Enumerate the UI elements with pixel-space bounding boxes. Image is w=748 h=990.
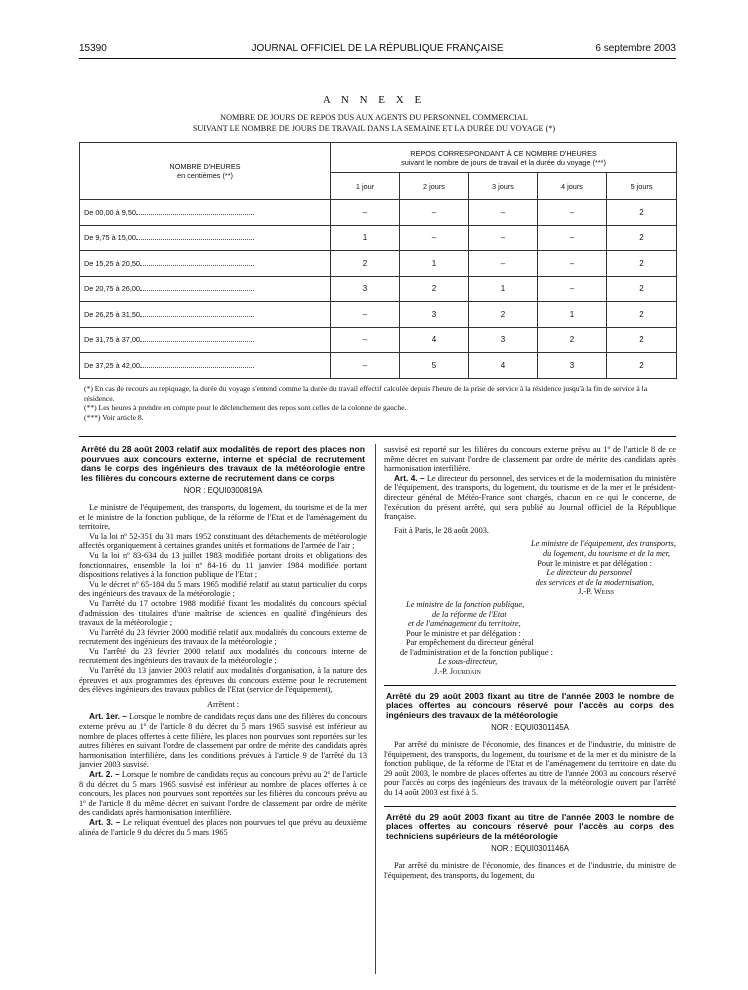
rest-days-cell: – bbox=[469, 251, 538, 277]
rest-days-cell: 5 bbox=[400, 353, 469, 379]
column-divider bbox=[375, 444, 376, 974]
article-text: Le reliquat éventuel des places non pourvues tel que prévu au deuxième alinéa de l'article 9 du décret du 5 mars 1965 bbox=[79, 817, 367, 837]
signature-block-2 bbox=[384, 600, 676, 677]
hours-range-cell bbox=[80, 353, 331, 379]
rest-group-header-line-1: REPOS CORRESPONDANT À CE NOMBRE D'HEURES bbox=[410, 148, 597, 158]
leader-dots bbox=[140, 310, 254, 317]
hours-range-label: De 37,25 à 42,00 bbox=[84, 360, 140, 370]
day-header: 4 jours bbox=[538, 173, 607, 200]
hours-range-cell bbox=[80, 251, 331, 277]
signature-line: Le ministre de l'équipement, des transports, bbox=[530, 539, 676, 549]
hours-column-header bbox=[80, 143, 331, 200]
table-row bbox=[80, 200, 677, 226]
nor-reference: NOR : EQUI0301146A bbox=[491, 844, 569, 854]
footnote: (**) Les heures à prendre en compte pour le déclenchement des repos sont celles de la colonne de gauche. bbox=[84, 403, 407, 413]
rest-days-cell: 4 bbox=[400, 327, 469, 353]
fait-a-paris: Fait à Paris, le 28 août 2003. bbox=[394, 525, 489, 535]
rest-days-cell: – bbox=[331, 200, 400, 226]
annex-title-line-2: SUIVANT LE NOMBRE DE JOURS DE TRAVAIL DANS LA SEMAINE ET LA DURÉE DU VOYAGE (*) bbox=[192, 124, 556, 133]
continued-text: susvisé est reporté sur les filières du concours externe prévu au 1º de l'article 8 de ce même décret en suivant l'ordre de classement par ordre de mérite des candidats après harmonisation interfilière. bbox=[384, 445, 676, 474]
paragraph: Vu la loi nº 52-351 du 31 mars 1952 constituant des détachements de météorologie affectés organiquement à certaines grandes unités et formations de l'armée de l'air ; bbox=[79, 531, 367, 551]
hours-range-label: De 9,75 à 15,00 bbox=[84, 233, 136, 243]
signature-line: Le directeur du personnel bbox=[546, 568, 632, 578]
nor-reference: NOR : EQUI0301145A bbox=[491, 723, 569, 733]
signature-block-1 bbox=[384, 539, 676, 597]
rest-days-cell: 1 bbox=[538, 302, 607, 328]
paragraph: Vu l'arrêté du 17 octobre 1988 modifié fixant les modalités du concours spécial d'admission des titulaires d'une maîtrise de sciences en qualité d'ingénieurs des travaux de la météorologie ; bbox=[79, 598, 367, 628]
signature-line: Par empêchement du directeur général bbox=[406, 638, 534, 648]
paragraph: Vu l'arrêté du 13 janvier 2003 relatif aux modalités d'organisation, à la nature des épreuves et aux programmes des épreuves du concours externe pour le recrutement des élèves ingénieurs des travaux publics de l'Etat (service de l'équipement), bbox=[79, 666, 367, 695]
rest-days-cell: – bbox=[331, 327, 400, 353]
annex-title-line-1: NOMBRE DE JOURS DE REPOS DUS AUX AGENTS DU PERSONNEL COMMERCIAL bbox=[220, 113, 528, 122]
rest-days-cell: 3 bbox=[331, 276, 400, 302]
rest-days-cell: – bbox=[538, 251, 607, 277]
signature-line: Le ministre de la fonction publique, bbox=[406, 599, 525, 609]
signature-line: Le sous-directeur, bbox=[438, 657, 498, 667]
annex-heading: A N N E X E bbox=[322, 94, 426, 106]
rest-days-cell: – bbox=[331, 353, 400, 379]
signature-line: Pour le ministre et par délégation : bbox=[406, 628, 521, 638]
table-row bbox=[80, 251, 677, 277]
article-label: Art. 3. – bbox=[89, 816, 121, 827]
paragraph: Vu le décret nº 65-184 du 5 mars 1965 modifié relatif au statut particulier du corps des ingénieurs des travaux de la météorologie ; bbox=[79, 579, 367, 599]
rest-days-table bbox=[79, 142, 677, 379]
article-label: Art. 4. – bbox=[394, 472, 425, 483]
footnote: (***) Voir article 8. bbox=[84, 412, 144, 422]
hours-range-cell bbox=[80, 302, 331, 328]
page-header bbox=[79, 43, 676, 57]
leader-dots bbox=[136, 233, 254, 240]
rest-days-cell: 1 bbox=[400, 251, 469, 277]
paragraph: Vu la loi nº 83-634 du 13 juillet 1983 modifiée portant droits et obligations des fonctionnaires, ensemble la loi nº 84-16 du 11 janvier 1984 modifiée portant dispositions relatives à la fonction publique de l'Etat ; bbox=[79, 550, 367, 580]
hours-range-cell bbox=[80, 276, 331, 302]
signature-line: du logement, du tourisme et de la mer, bbox=[543, 548, 670, 558]
rest-days-cell: – bbox=[469, 225, 538, 251]
signatory-name: J.-P. Jourdain bbox=[434, 667, 481, 677]
article-label: Art. 1er. – bbox=[89, 711, 127, 722]
rest-days-cell: 2 bbox=[607, 251, 677, 277]
leader-dots bbox=[140, 361, 254, 368]
rest-days-cell: 4 bbox=[469, 353, 538, 379]
rest-days-cell: – bbox=[469, 200, 538, 226]
day-header: 5 jours bbox=[607, 173, 677, 200]
journal-title: JOURNAL OFFICIEL DE LA RÉPUBLIQUE FRANÇAISE bbox=[251, 43, 504, 54]
header-rule bbox=[79, 58, 676, 59]
hours-range-label: De 00,00 à 9,50 bbox=[84, 207, 136, 217]
rest-days-cell: – bbox=[538, 276, 607, 302]
annex-footnotes bbox=[84, 384, 676, 422]
article bbox=[384, 474, 676, 522]
signature-line: et de l'aménagement du territoire, bbox=[408, 619, 521, 629]
article-label: Art. 2. – bbox=[89, 769, 120, 779]
rest-days-cell: 3 bbox=[538, 353, 607, 379]
section-rule bbox=[79, 436, 676, 437]
rest-days-cell: 2 bbox=[538, 327, 607, 353]
article-text: Lorsque le nombre de candidats reçus dans une des filières du concours externe prévu au 1º de l'article 8 du décret du 5 mars 1965 susvisé est inférieur au nombre de places offertes à cette filière, les places non pourvues sont reportées sur les autres filières en suivant l'ordre de classement par ordre de mérite des candidats après harmonisation interfilière, dans les conditions prévues à l'article 9 de l'arrêté du 13 janvier 2003 susvisé. bbox=[79, 712, 367, 770]
footnote: (*) En cas de recours au repiquage, la durée du voyage s'entend comme la durée du travail effectif calculée depuis l'heure de la prise de service à la résidence jusqu'à la fin de service à la résidence. bbox=[84, 384, 648, 403]
signature-line: Pour le ministre et par délégation : bbox=[537, 558, 652, 568]
issue-date: 6 septembre 2003 bbox=[595, 43, 676, 54]
decree-title: Arrêté du 29 août 2003 fixant au titre de l'année 2003 le nombre de places offertes au concours réservé pour l'accès au corps des techniciens supérieurs de la météorologie bbox=[386, 811, 674, 841]
hours-range-cell bbox=[80, 225, 331, 251]
hours-range-cell bbox=[80, 327, 331, 353]
rest-days-cell: 2 bbox=[607, 353, 677, 379]
rest-days-cell: 2 bbox=[607, 327, 677, 353]
rest-days-cell: 1 bbox=[469, 276, 538, 302]
paragraph: Le ministre de l'équipement, des transports, du logement, du tourisme et de la mer et le ministre de la fonction publique, de la réforme de l'Etat et de l'aménagement du territoire, bbox=[79, 502, 367, 532]
leader-dots bbox=[140, 284, 254, 291]
day-header: 3 jours bbox=[469, 173, 538, 200]
hours-range-label: De 31,75 à 37,00 bbox=[84, 335, 140, 345]
hours-range-label: De 26,25 à 31,50 bbox=[84, 309, 140, 319]
paragraph: Vu l'arrêté du 23 février 2000 relatif aux modalités du concours interne de recrutement des ingénieurs des travaux de la météorologie ; bbox=[79, 646, 367, 666]
rest-group-header-line-2: suivant le nombre de jours de travail et la durée du voyage (***) bbox=[401, 157, 606, 167]
table-row bbox=[80, 225, 677, 251]
rest-days-cell: – bbox=[538, 200, 607, 226]
right-column bbox=[384, 445, 676, 880]
signature-line: de la réforme de l'Etat bbox=[432, 609, 507, 619]
nor-reference: NOR : EQUI0300819A bbox=[183, 486, 263, 496]
hours-range-label: De 20,75 à 26,00 bbox=[84, 284, 140, 294]
rest-days-cell: 2 bbox=[469, 302, 538, 328]
hours-header-line-2: en centièmes (**) bbox=[177, 171, 233, 180]
decree-separator bbox=[384, 806, 676, 807]
rest-days-cell: – bbox=[400, 200, 469, 226]
rest-days-cell: 3 bbox=[400, 302, 469, 328]
arretent-label: Arrêtent : bbox=[206, 699, 240, 709]
table-row bbox=[80, 353, 677, 379]
paragraph: Par arrêté du ministre de l'économie, des finances et de l'industrie, du ministre de l'équipement, des transports, du logement, du tourisme et de la mer et du ministre de la fonction publique, de la réforme de l'Etat et de l'aménagement du territoire en date du 29 août 2003, le nombre de places offertes au titre de l'année 2003 au concours réservé pour l'accès au corps des ingénieurs des travaux de la météorologie ouvert par l'arrêté du 14 août 2003 est fixé à 5. bbox=[384, 740, 676, 797]
article bbox=[79, 818, 367, 837]
page-number: 15390 bbox=[79, 43, 107, 54]
article bbox=[79, 770, 367, 818]
paragraph: Par arrêté du ministre de l'économie, des finances et de l'industrie, du ministre de l'équipement, des transports, du logement, du bbox=[384, 860, 676, 880]
day-header: 1 jour bbox=[331, 173, 400, 200]
decree-title: Arrêté du 28 août 2003 relatif aux modalités de report des places non pourvues aux concours externe, interne et spécial de recrutement dans le corps des ingénieurs des travaux de la météorologie entre les filières du concours externe de recrutement dans ce corps bbox=[81, 444, 365, 483]
hours-header-line-1: NOMBRE D'HEURES bbox=[169, 162, 241, 171]
leader-dots bbox=[136, 208, 254, 215]
signature-line: des services et de la modernisation, bbox=[535, 577, 654, 587]
signatory-name: J.-P. Weiss bbox=[578, 587, 614, 597]
rest-days-cell: 2 bbox=[400, 276, 469, 302]
leader-dots bbox=[140, 259, 254, 266]
left-column bbox=[79, 445, 367, 837]
rest-days-cell: 2 bbox=[331, 251, 400, 277]
paragraph: Vu l'arrêté du 23 février 2000 modifié relatif aux modalités du concours externe de recrutement des ingénieurs des travaux de la météorologie ; bbox=[79, 627, 367, 647]
rest-days-cell: 2 bbox=[607, 276, 677, 302]
rest-days-cell: 2 bbox=[607, 302, 677, 328]
rest-days-cell: 2 bbox=[607, 225, 677, 251]
table-row bbox=[80, 276, 677, 302]
decree-title: Arrêté du 29 août 2003 fixant au titre de l'année 2003 le nombre de places offertes au concours réservé pour l'accès au corps des ingénieurs des travaux de la météorologie bbox=[386, 690, 674, 720]
rest-days-cell: – bbox=[538, 225, 607, 251]
rest-days-cell: 3 bbox=[469, 327, 538, 353]
rest-days-cell: – bbox=[331, 302, 400, 328]
rest-group-header bbox=[331, 143, 677, 173]
rest-days-cell: 1 bbox=[331, 225, 400, 251]
leader-dots bbox=[140, 335, 254, 342]
rest-days-cell: 2 bbox=[607, 200, 677, 226]
rest-days-cell: – bbox=[400, 225, 469, 251]
signature-line: de l'administration et de la fonction publique : bbox=[400, 647, 553, 657]
day-header: 2 jours bbox=[400, 173, 469, 200]
table-row bbox=[80, 327, 677, 353]
article bbox=[79, 712, 367, 770]
hours-range-label: De 15,25 à 20,50 bbox=[84, 258, 140, 268]
article-text: Lorsque le nombre de candidats reçus au concours prévu au 2º de l'article 8 du décret du 5 mars 1965 susvisé est inférieur au nombre de places offertes à ce concours, les places non pourvues sont reportées sur les filières du concours prévu au 1º de l'article 8 du même décret en suivant l'ordre de classement par ordre de mérite des candidats après harmonisation interfilière. bbox=[79, 770, 368, 818]
decree-separator bbox=[384, 685, 676, 686]
table-row bbox=[80, 302, 677, 328]
article-text: Le directeur du personnel, des services et de la modernisation du ministère de l'équipement, des transports, du logement, du tourisme et de la mer et le président-directeur général de Météo-France sont chargés, chacun en ce qui le concerne, de l'exécution du présent arrêté, qui sera publié au Journal officiel de la République française. bbox=[384, 473, 677, 522]
hours-range-cell bbox=[80, 200, 331, 226]
